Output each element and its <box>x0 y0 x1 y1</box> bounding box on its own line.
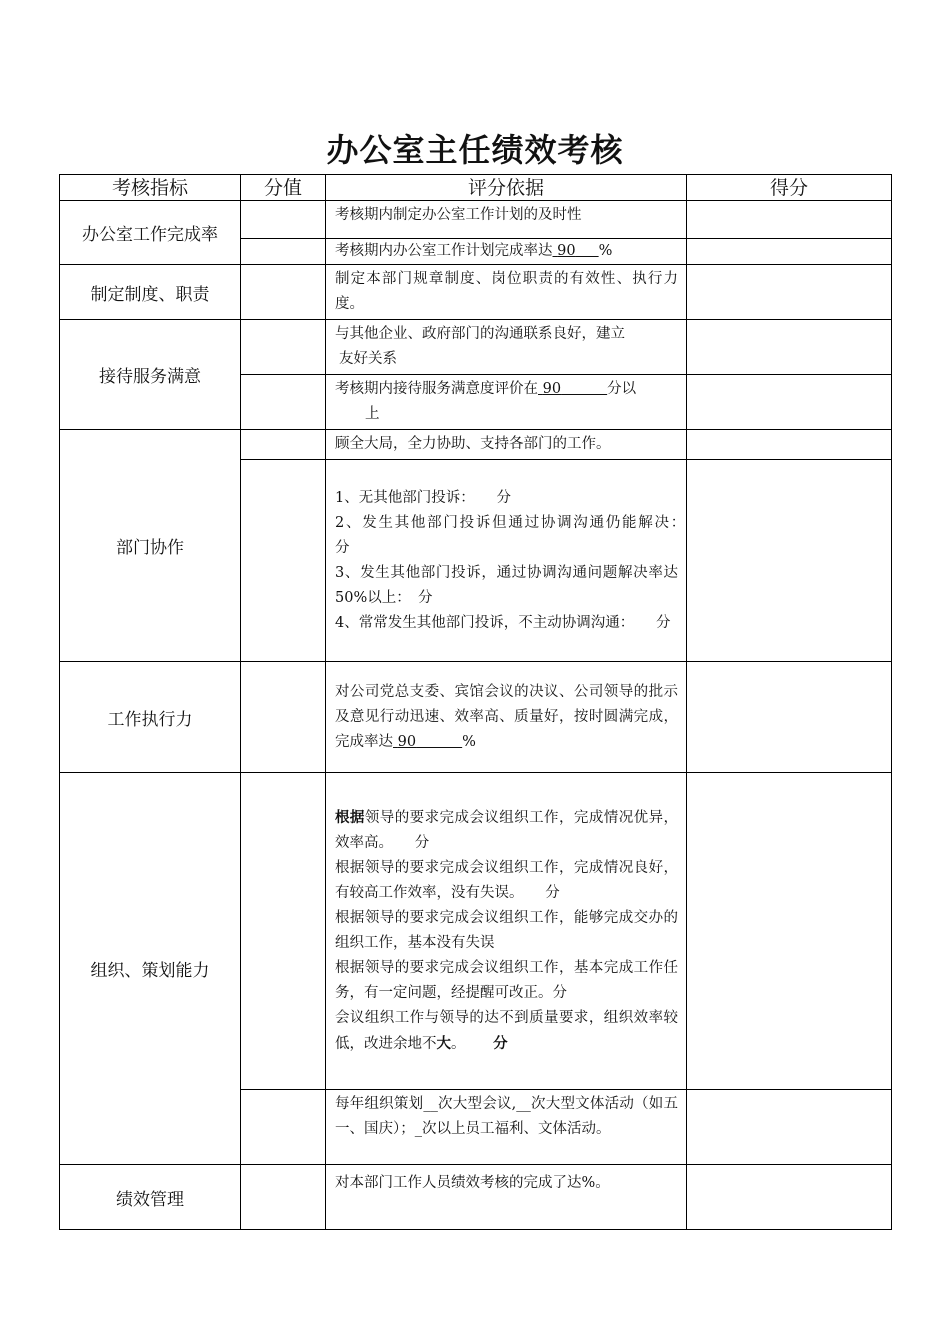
list-item: 根据领导的要求完成会议组织工作，能够完成交办的组织工作，基本没有失误 <box>335 910 678 951</box>
criteria-cell: 制定本部门规章制度、岗位职责的有效性、执行力度。 <box>326 265 687 320</box>
category-cell: 接待服务满意 <box>60 320 241 430</box>
category-cell: 制定制度、职责 <box>60 265 241 320</box>
table-row <box>60 320 892 375</box>
points-cell[interactable] <box>241 430 326 460</box>
assessment-table <box>59 174 892 1230</box>
unit-text: % <box>462 733 476 750</box>
score-cell[interactable] <box>687 430 892 460</box>
score-cell[interactable] <box>687 460 892 662</box>
criteria-text: 考核期内制定办公室工作计划的及时性 <box>335 207 582 223</box>
score-cell[interactable] <box>687 773 892 1090</box>
table-row <box>60 265 892 320</box>
list-item: 根据领导的要求完成会议组织工作，完成情况良好，有较高工作效率，没有失误。 分 <box>335 860 678 901</box>
points-cell[interactable] <box>241 773 326 1090</box>
list-item: 4、常常发生其他部门投诉，不主动协调沟通： 分 <box>335 614 671 631</box>
table-row <box>60 773 892 1090</box>
score-cell[interactable] <box>687 375 892 430</box>
score-cell[interactable] <box>687 201 892 239</box>
criteria-cell <box>326 773 687 1090</box>
list-item: 根据领导的要求完成会议组织工作，基本完成工作任务，有一定问题，经提醒可改正。分 <box>335 960 678 1001</box>
header-criteria: 评分依据 <box>326 175 687 201</box>
criteria-text: 与其他企业、政府部门的沟通联系良好，建立 <box>335 326 625 342</box>
list-item: 1、无其他部门投诉： 分 <box>335 489 511 506</box>
criteria-text: 考核期内接待服务满意度评价在 <box>335 381 538 397</box>
score-cell[interactable] <box>687 662 892 773</box>
criteria-cell: 对本部门工作人员绩效考核的完成了达%。 <box>326 1165 687 1230</box>
criteria-text: 对公司党总支委、宾馆会议的决议、公司领导的批示及意见行动迅速、效率高、质量好，按时圆满完成，完成率达 <box>335 683 678 750</box>
target-value: 90 <box>557 243 576 259</box>
points-cell[interactable] <box>241 201 326 239</box>
criteria-text: 考核期内办公室工作计划完成率达 <box>335 243 553 259</box>
points-cell[interactable] <box>241 375 326 430</box>
criteria-cell <box>326 460 707 662</box>
page-title: 办公室主任绩效考核 <box>326 131 624 169</box>
unit-text: 分以 <box>607 381 637 397</box>
category-cell: 工作执行力 <box>60 662 241 773</box>
score-cell[interactable] <box>687 1090 892 1165</box>
points-cell[interactable] <box>241 662 326 773</box>
list-item: 3、发生其他部门投诉，通过协调沟通问题解决率达50%以上： 分 <box>335 564 678 606</box>
criteria-cell: 每年组织策划__次大型会议,__次大型文体活动（如五一、国庆）；_次以上员工福利、文体活动。 <box>326 1090 687 1165</box>
category-cell: 组织、策划能力 <box>60 773 241 1165</box>
score-cell[interactable] <box>687 265 892 320</box>
target-value: 90 <box>397 733 417 750</box>
criteria-text: 上 <box>365 406 380 422</box>
category-cell: 办公室工作完成率 <box>60 201 241 265</box>
criteria-text: 友好关系 <box>339 351 397 367</box>
criteria-cell <box>326 201 687 239</box>
points-cell[interactable] <box>241 320 326 375</box>
header-points: 分值 <box>241 175 326 201</box>
table-row <box>60 430 892 460</box>
points-cell[interactable] <box>241 239 326 265</box>
header-score: 得分 <box>687 175 892 201</box>
criteria-cell <box>326 662 687 773</box>
unit-text: % <box>598 243 613 259</box>
criteria-cell: 顾全大局，全力协助、支持各部门的工作。 <box>326 430 687 460</box>
score-cell[interactable] <box>687 239 892 265</box>
criteria-cell <box>326 320 687 375</box>
table-row <box>60 201 892 239</box>
header-row <box>60 175 892 201</box>
category-cell: 部门协作 <box>60 430 241 662</box>
table-row <box>60 662 892 773</box>
list-item: 会议组织工作与领导的达不到质量要求，组织效率较低，改进余地不大。 分 <box>335 1010 678 1052</box>
list-item: 2、发生其他部门投诉但通过协调沟通仍能解决： 分 <box>335 514 707 556</box>
criteria-cell <box>326 239 687 265</box>
criteria-cell <box>326 375 687 430</box>
table-row <box>60 1165 892 1230</box>
points-cell[interactable] <box>241 1090 326 1165</box>
target-value: 90 <box>542 381 562 397</box>
points-cell[interactable] <box>241 460 326 662</box>
list-item: 根据领导的要求完成会议组织工作，完成情况优异，效率高。 分 <box>335 809 679 851</box>
header-indicator: 考核指标 <box>60 175 241 201</box>
category-cell: 绩效管理 <box>60 1165 241 1230</box>
points-cell[interactable] <box>241 1165 326 1230</box>
points-cell[interactable] <box>241 265 326 320</box>
score-cell[interactable] <box>687 320 892 375</box>
score-cell[interactable] <box>687 1165 892 1230</box>
